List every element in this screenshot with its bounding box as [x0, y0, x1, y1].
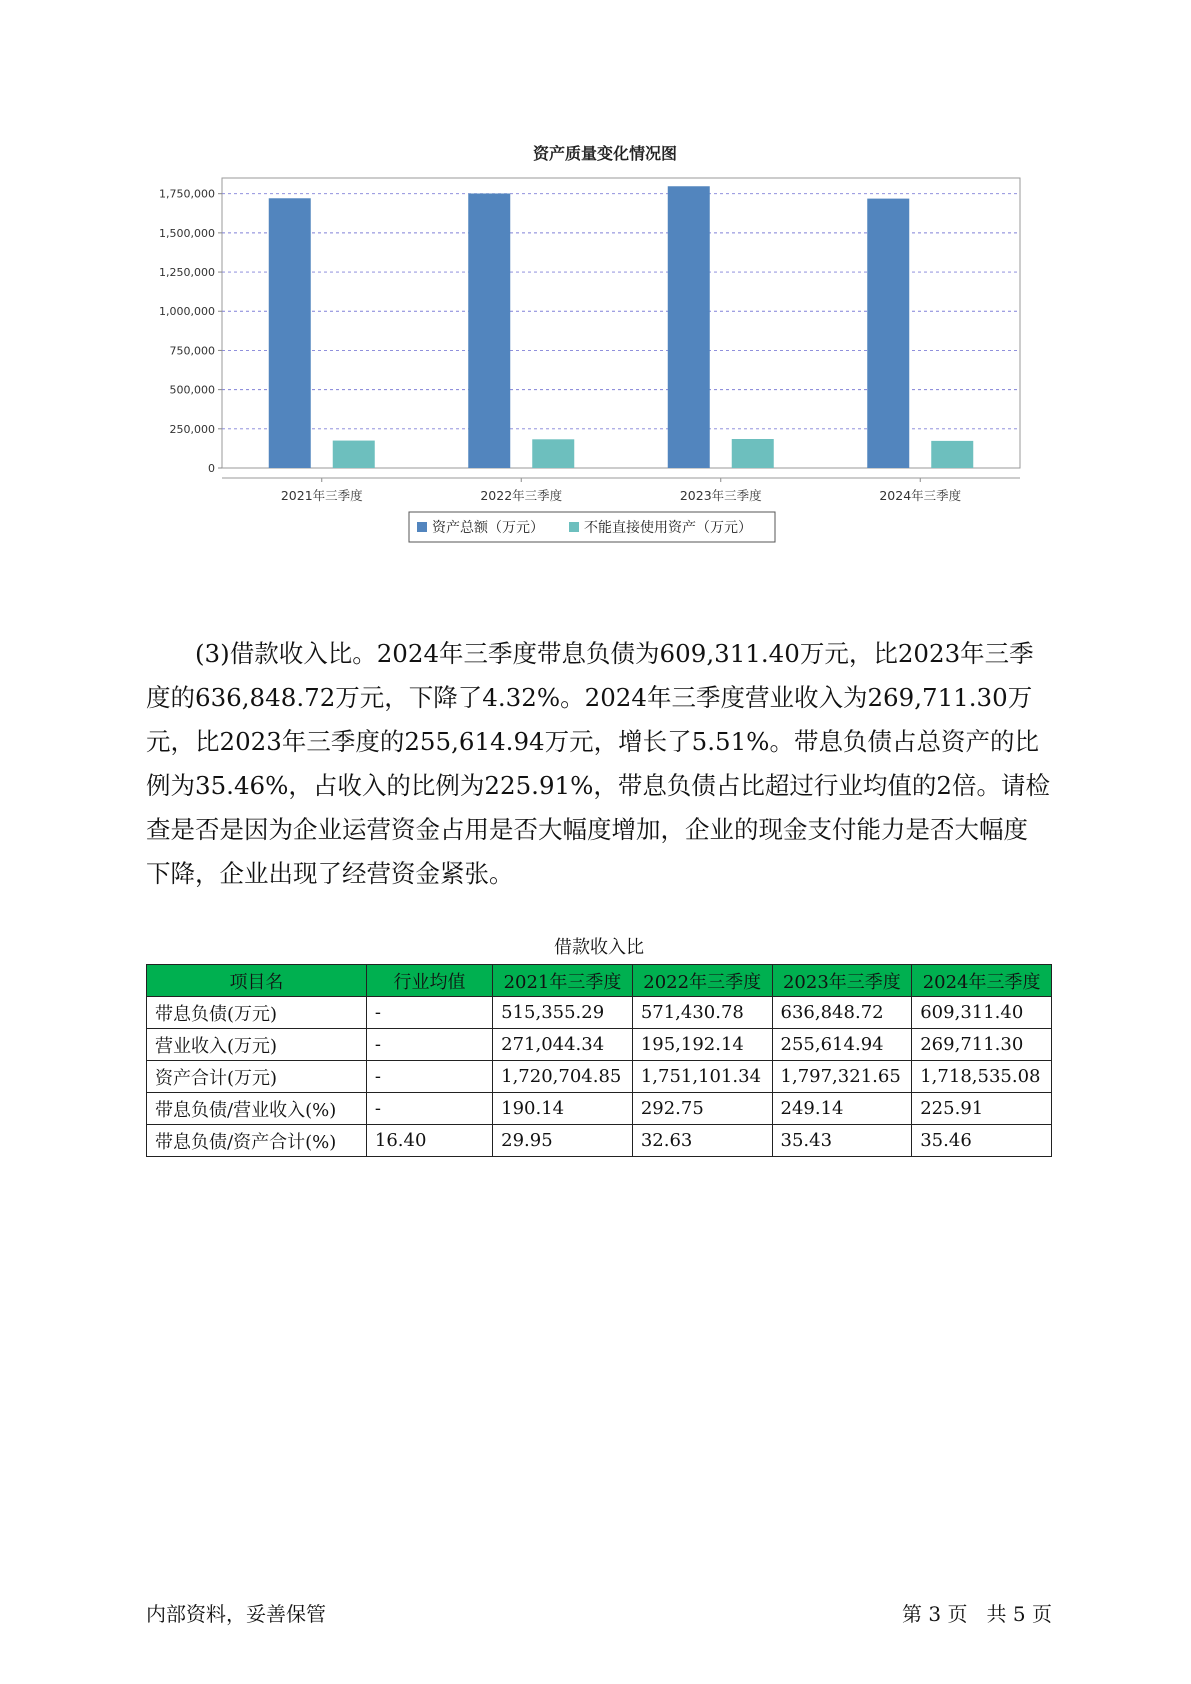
bar-unusable-assets	[931, 441, 973, 468]
y-tick-label: 1,500,000	[159, 226, 215, 240]
legend-label: 不能直接使用资产（万元）	[584, 520, 752, 536]
footer-page-number: 第 3 页 共 5 页	[902, 1602, 1052, 1626]
header-item-name: 项目名	[147, 965, 367, 997]
bar-total-assets	[668, 186, 710, 468]
table-cell: 255,614.94	[772, 1029, 912, 1061]
table-row	[147, 1061, 1052, 1093]
table-cell: 609,311.40	[912, 997, 1052, 1029]
table-cell: 32.63	[632, 1125, 772, 1157]
table-cell: 225.91	[912, 1093, 1052, 1125]
header-industry-avg: 行业均值	[366, 965, 492, 997]
table-cell: 资产合计(万元)	[147, 1061, 367, 1093]
header-2024q3: 2024年三季度	[912, 965, 1052, 997]
table-cell: 1,751,101.34	[632, 1061, 772, 1093]
table-cell: 195,192.14	[632, 1029, 772, 1061]
table-cell: 292.75	[632, 1093, 772, 1125]
header-2022q3: 2022年三季度	[632, 965, 772, 997]
chart-svg	[150, 140, 1050, 600]
table-cell: -	[366, 1093, 492, 1125]
table-cell: 1,720,704.85	[493, 1061, 633, 1093]
table-cell: 271,044.34	[493, 1029, 633, 1061]
bar-total-assets	[269, 198, 311, 468]
table-cell: 249.14	[772, 1093, 912, 1125]
table-cell: 35.46	[912, 1125, 1052, 1157]
bar-unusable-assets	[333, 441, 375, 468]
table-caption: 借款收入比	[554, 937, 644, 958]
chart-title: 资产质量变化情况图	[532, 144, 678, 163]
table-cell: 营业收入(万元)	[147, 1029, 367, 1061]
y-tick-label: 500,000	[169, 383, 215, 397]
y-tick-label: 1,250,000	[159, 266, 215, 280]
table-row	[147, 1029, 1052, 1061]
asset-quality-chart	[150, 140, 1050, 600]
footer-confidential-note: 内部资料，妥善保管	[146, 1602, 326, 1626]
table-cell: 571,430.78	[632, 997, 772, 1029]
header-2023q3: 2023年三季度	[772, 965, 912, 997]
bar-total-assets	[468, 194, 510, 468]
y-tick-label: 250,000	[169, 422, 215, 436]
loan-revenue-table	[146, 964, 1052, 1157]
table-cell: -	[366, 997, 492, 1029]
table-cell: -	[366, 1029, 492, 1061]
legend-label: 资产总额（万元）	[432, 520, 544, 536]
table-cell: 带息负债/资产合计(%)	[147, 1125, 367, 1157]
x-tick-label: 2024年三季度	[879, 488, 962, 503]
paragraph-text	[146, 632, 1052, 896]
x-tick-label: 2022年三季度	[480, 488, 563, 503]
bar-unusable-assets	[732, 439, 774, 468]
table-cell: 带息负债/营业收入(%)	[147, 1093, 367, 1125]
table-cell: 515,355.29	[493, 997, 633, 1029]
table-cell: -	[366, 1061, 492, 1093]
x-tick-label: 2021年三季度	[280, 488, 363, 503]
table-cell: 35.43	[772, 1125, 912, 1157]
y-tick-label: 1,750,000	[159, 187, 215, 201]
table-cell: 带息负债(万元)	[147, 997, 367, 1029]
header-2021q3: 2021年三季度	[493, 965, 633, 997]
table-row	[147, 997, 1052, 1029]
table-cell: 269,711.30	[912, 1029, 1052, 1061]
table-cell: 190.14	[493, 1093, 633, 1125]
legend-swatch	[417, 522, 427, 532]
table-cell: 29.95	[493, 1125, 633, 1157]
table-cell: 1,797,321.65	[772, 1061, 912, 1093]
x-tick-label: 2023年三季度	[679, 488, 762, 503]
table-row	[147, 1093, 1052, 1125]
bar-total-assets	[867, 199, 909, 468]
analysis-paragraph	[146, 632, 1052, 896]
paragraph-body: (3)借款收入比。2024年三季度带息负债为609,311.40万元，比2023年三季度的636,848.72万元，下降了4.32%。2024年三季度营业收入为269,711.30万元，比2023年三季度的255,614.94万元，增长了5.51%。带息负债占总资产的比例为35.46%，占收入的比例为225.91%，带息负债占比超过行业均值的2倍。请检查是否是因为企业运营资金占用是否大幅度增加，企业的现金支付能力是否大幅度下降，企业出现了经营资金紧张。	[146, 639, 1051, 888]
legend-swatch	[569, 522, 579, 532]
bar-unusable-assets	[532, 439, 574, 468]
table-cell: 636,848.72	[772, 997, 912, 1029]
table-cell: 1,718,535.08	[912, 1061, 1052, 1093]
table-row	[147, 1125, 1052, 1157]
table-cell: 16.40	[366, 1125, 492, 1157]
table-header-row	[147, 965, 1052, 997]
y-tick-label: 750,000	[169, 344, 215, 358]
y-tick-label: 1,000,000	[159, 305, 215, 319]
y-tick-label: 0	[208, 462, 215, 475]
